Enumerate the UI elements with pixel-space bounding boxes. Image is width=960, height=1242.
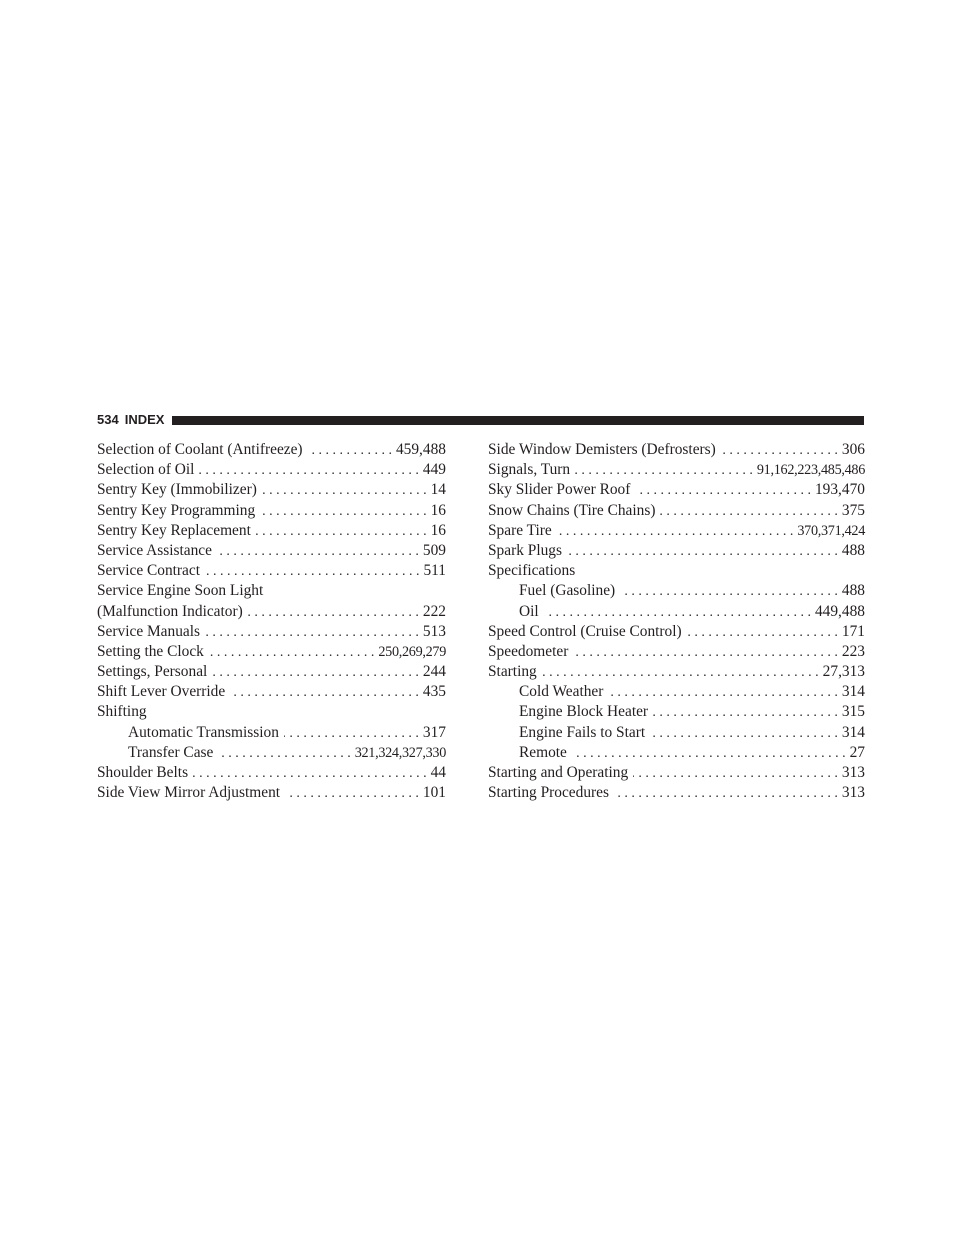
index-page-refs: 14 (430, 481, 446, 499)
dot-leader (650, 724, 838, 744)
index-page-refs: 321,324,327,330 (354, 744, 446, 761)
index-term: Shift Lever Override (97, 683, 226, 701)
index-term: Snow Chains (Tire Chains) (488, 501, 656, 519)
index-entry (488, 460, 865, 480)
index-page-refs: 171 (841, 622, 865, 640)
dot-leader (572, 744, 846, 764)
dot-leader (230, 683, 419, 703)
index-page-refs: 513 (422, 622, 446, 640)
index-subentry (488, 723, 865, 743)
index-entry (97, 561, 446, 581)
index-term: Automatic Transmission (128, 723, 279, 741)
index-entry (488, 622, 865, 642)
index-term: Selection of Coolant (Antifreeze) (97, 441, 303, 458)
index-subentry (97, 723, 446, 743)
index-entry (488, 763, 865, 783)
dot-leader (248, 603, 419, 623)
index-page-refs: 16 (430, 521, 446, 539)
dot-leader (633, 764, 838, 784)
index-page-refs: 509 (422, 541, 446, 559)
index-entry (97, 642, 446, 662)
index-column-left (97, 440, 446, 803)
index-page-refs: 101 (422, 784, 446, 802)
page-number: 534 (97, 412, 119, 427)
index-entry (488, 561, 865, 581)
index-subentry (488, 743, 865, 763)
index-entry (97, 460, 446, 480)
index-subentry (97, 743, 446, 763)
index-subentry (488, 581, 865, 601)
index-term: Service Assistance (97, 541, 212, 559)
index-entry (488, 521, 865, 541)
dot-leader (614, 784, 838, 804)
index-term: Engine Block Heater (519, 703, 649, 721)
index-page-refs: 44 (430, 764, 446, 781)
index-page-refs: 435 (422, 683, 446, 701)
index-page-refs: 27,313 (822, 663, 865, 681)
index-page-refs: 306 (841, 441, 865, 458)
index-term: Specifications (488, 562, 576, 580)
index-entry (97, 702, 446, 722)
index-term: Sentry Key (Immobilizer) (97, 481, 257, 499)
index-entry (97, 541, 446, 561)
index-term: Starting (488, 663, 537, 681)
index-term: Engine Fails to Start (519, 723, 646, 741)
page-header (97, 411, 864, 429)
index-entry (97, 480, 446, 500)
dot-leader (205, 623, 419, 643)
index-page-refs: 488 (841, 541, 865, 559)
dot-leader (285, 784, 419, 804)
index-term: Starting and Operating (488, 764, 629, 781)
index-term: Sentry Key Replacement (97, 521, 251, 539)
index-entry (97, 602, 446, 622)
index-entry (97, 662, 446, 682)
index-entry (97, 521, 446, 541)
dot-leader (308, 441, 392, 461)
dot-leader (660, 502, 837, 522)
index-term: Shoulder Belts (97, 764, 189, 781)
dot-leader (262, 481, 427, 501)
index-term: Spark Plugs (488, 541, 562, 559)
dot-leader (608, 683, 838, 703)
index-term: Sky Slider Power Roof (488, 481, 631, 499)
dot-leader (653, 703, 838, 723)
dot-leader (544, 603, 811, 623)
index-term: Side View Mirror Adjustment (97, 784, 281, 802)
index-entry (488, 501, 865, 521)
dot-leader (199, 461, 418, 481)
index-entry (97, 783, 446, 803)
index-page-refs: 16 (430, 501, 446, 519)
index-page-refs: 27 (849, 743, 865, 761)
dot-leader (635, 481, 811, 501)
index-term: Service Manuals (97, 622, 201, 640)
section-title: INDEX (124, 412, 165, 427)
dot-leader (205, 562, 419, 582)
index-page-refs: 449,488 (814, 602, 865, 620)
index-term: Signals, Turn (488, 461, 571, 479)
index-subentry (488, 602, 865, 622)
index-term: (Malfunction Indicator) (97, 602, 243, 620)
dot-leader (209, 643, 374, 663)
index-page-refs: 223 (841, 642, 865, 660)
index-entry (97, 501, 446, 521)
index-term: Starting Procedures (488, 784, 609, 802)
index-term: Fuel (Gasoline) (519, 582, 616, 600)
dot-leader (542, 663, 819, 683)
index-page-refs: 459,488 (395, 441, 446, 458)
index-term: Oil (519, 602, 539, 620)
index-page-refs: 375 (841, 501, 865, 519)
dot-leader (218, 744, 350, 764)
index-page-refs: 317 (422, 723, 446, 741)
dot-leader (260, 502, 426, 522)
index-entry (488, 440, 865, 460)
index-page-refs: 449 (422, 461, 446, 479)
dot-leader (284, 724, 419, 744)
index-page-refs: 222 (422, 602, 446, 620)
dot-leader (256, 522, 427, 542)
index-term: Service Contract (97, 562, 200, 580)
dot-leader (217, 542, 419, 562)
index-page-refs: 370,371,424 (797, 522, 865, 539)
index-page-refs: 488 (841, 582, 865, 600)
dot-leader (687, 623, 838, 643)
index-page-refs: 313 (841, 764, 865, 781)
index-entry (97, 682, 446, 702)
index-column-right (488, 440, 865, 803)
index-page-refs: 511 (423, 562, 446, 580)
index-page-refs: 314 (841, 723, 865, 741)
dot-leader (557, 522, 794, 542)
index-page-refs: 193,470 (814, 481, 865, 499)
index-entry (97, 581, 446, 601)
header-rule (172, 416, 864, 425)
index-entry (488, 783, 865, 803)
index-term: Transfer Case (128, 743, 214, 761)
index-page-refs: 313 (841, 784, 865, 802)
dot-leader (193, 764, 427, 784)
index-term: Speedometer (488, 642, 569, 660)
index-term: Remote (519, 743, 567, 761)
index-term: Shifting (97, 703, 147, 721)
index-entry (97, 440, 446, 460)
dot-leader (620, 582, 838, 602)
index-page-refs: 250,269,279 (378, 643, 446, 660)
index-entry (488, 480, 865, 500)
index-page-refs: 315 (841, 703, 865, 721)
dot-leader (212, 663, 419, 683)
index-term: Selection of Oil (97, 461, 195, 479)
index-term: Speed Control (Cruise Control) (488, 622, 682, 640)
index-subentry (488, 702, 865, 722)
index-term: Settings, Personal (97, 663, 208, 681)
dot-leader (573, 643, 838, 663)
index-term: Cold Weather (519, 683, 604, 701)
index-term: Setting the Clock (97, 642, 204, 660)
index-term: Sentry Key Programming (97, 501, 256, 519)
index-entry (97, 622, 446, 642)
dot-leader (721, 441, 838, 461)
index-entry (488, 642, 865, 662)
index-entry (488, 662, 865, 682)
index-page-refs: 91,162,223,485,486 (756, 462, 865, 479)
index-term: Service Engine Soon Light (97, 582, 264, 600)
index-subentry (488, 682, 865, 702)
dot-leader (575, 461, 753, 481)
index-page-refs: 244 (422, 663, 446, 681)
index-term: Spare Tire (488, 521, 552, 539)
index-entry (488, 541, 865, 561)
index-entry (97, 763, 446, 783)
dot-leader (567, 542, 838, 562)
index-page-refs: 314 (841, 683, 865, 701)
index-term: Side Window Demisters (Defrosters) (488, 441, 716, 458)
